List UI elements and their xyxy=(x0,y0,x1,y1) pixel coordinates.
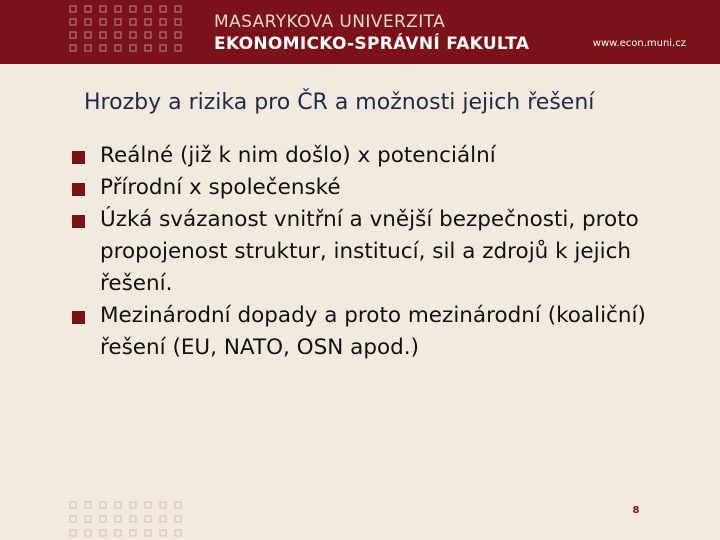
muni-logo-pattern-footer xyxy=(66,498,190,540)
square-bullet-icon xyxy=(72,183,85,196)
bullet-text: Úzká svázanost vnitřní a vnější bezpečnosti, proto propojenost struktur, institucí, sil a zdrojů k jejich řešení. xyxy=(100,207,639,296)
bullet-text: Reálné (již k nim došlo) x potenciální xyxy=(100,143,496,168)
bullet-item xyxy=(72,172,672,204)
bullet-text: Mezinárodní dopady a proto mezinárodní (koaliční) řešení (EU, NATO, OSN apod.) xyxy=(100,303,646,360)
faculty-name: EKONOMICKO-SPRÁVNÍ FAKULTA xyxy=(214,34,530,54)
website-link[interactable]: www.econ.muni.cz xyxy=(592,38,686,49)
bullet-item xyxy=(72,204,672,300)
square-bullet-icon xyxy=(72,311,85,324)
square-bullet-icon xyxy=(72,151,85,164)
muni-logo-pattern xyxy=(66,4,190,60)
slide-title: Hrozby a rizika pro ČR a možnosti jejich řešení xyxy=(84,90,595,115)
bullet-text: Přírodní x společenské xyxy=(100,175,341,200)
header-bar xyxy=(0,0,720,64)
bullet-item xyxy=(72,140,672,172)
square-bullet-icon xyxy=(72,215,85,228)
bullet-list xyxy=(72,140,672,364)
bullet-item xyxy=(72,300,672,364)
page-number: 8 xyxy=(632,505,640,516)
university-name: MASARYKOVA UNIVERZITA xyxy=(214,12,446,32)
